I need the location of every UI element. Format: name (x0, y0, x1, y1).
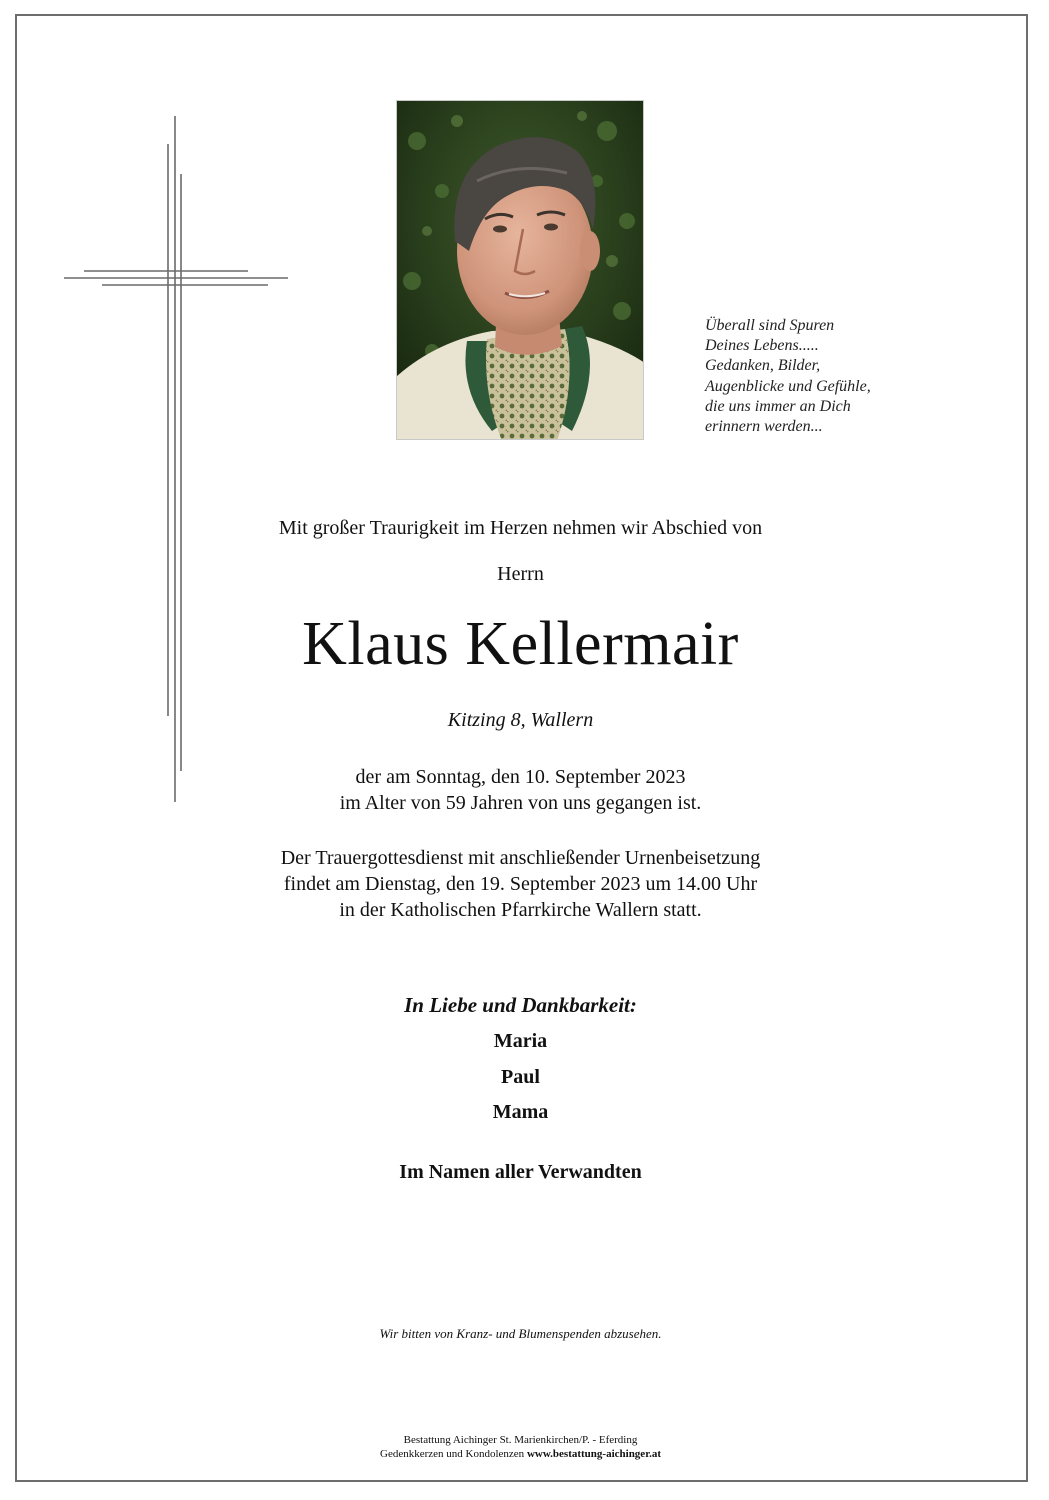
poem-line: Gedanken, Bilder, (705, 357, 821, 375)
death-line: der am Sonntag, den 10. September 2023 (355, 766, 686, 788)
poem-line: Überall sind Spuren (705, 317, 835, 334)
poem-line: erinnern werden... (705, 418, 823, 436)
death-line: im Alter von 59 Jahren von uns gegangen ist. (339, 792, 702, 814)
mourner-name: Paul (501, 1066, 540, 1088)
poem-line: Augenblicke und Gefühle, (705, 377, 871, 395)
poem-line: die uns immer an Dich (705, 397, 851, 415)
salutation: Herrn (497, 563, 544, 585)
relatives-line: Im Namen aller Verwandten (399, 1161, 642, 1183)
service-line: in der Katholischen Pfarrkirche Wallern statt. (339, 899, 702, 921)
flowers-note: Wir bitten von Kranz- und Blumenspenden abzusehen. (379, 1326, 662, 1341)
footer (0, 1433, 1045, 1461)
cross-icon (62, 116, 290, 802)
portrait-photo (396, 100, 644, 440)
service-line: findet am Dienstag, den 19. September 2023 um 14.00 Uhr (283, 873, 758, 895)
poem-line: Deines Lebens..... (705, 337, 819, 355)
dedication-heading: In Liebe und Dankbarkeit: (404, 993, 637, 1017)
mourner-name: Mama (492, 1101, 549, 1123)
funeral-service-info (0, 845, 1045, 923)
deceased-name: Klaus Kellermair (302, 610, 739, 678)
service-line: Der Trauergottesdienst mit anschließender Urnenbeisetzung (280, 847, 761, 869)
mourner-name: Maria (493, 1030, 548, 1052)
footer-funeral-home: Bestattung Aichinger St. Marienkirchen/P. - Eferding (403, 1434, 638, 1446)
footer-website-link[interactable]: www.bestattung-aichinger.at (526, 1448, 661, 1460)
deceased-address: Kitzing 8, Wallern (447, 709, 594, 731)
death-announcement (0, 764, 1045, 816)
footer-condolences-label: Gedenkkerzen und Kondolenzen (380, 1448, 525, 1460)
intro-text: Mit großer Traurigkeit im Herzen nehmen wir Abschied von (278, 517, 763, 539)
footer-condolences (0, 1447, 1045, 1461)
poem (705, 316, 935, 437)
